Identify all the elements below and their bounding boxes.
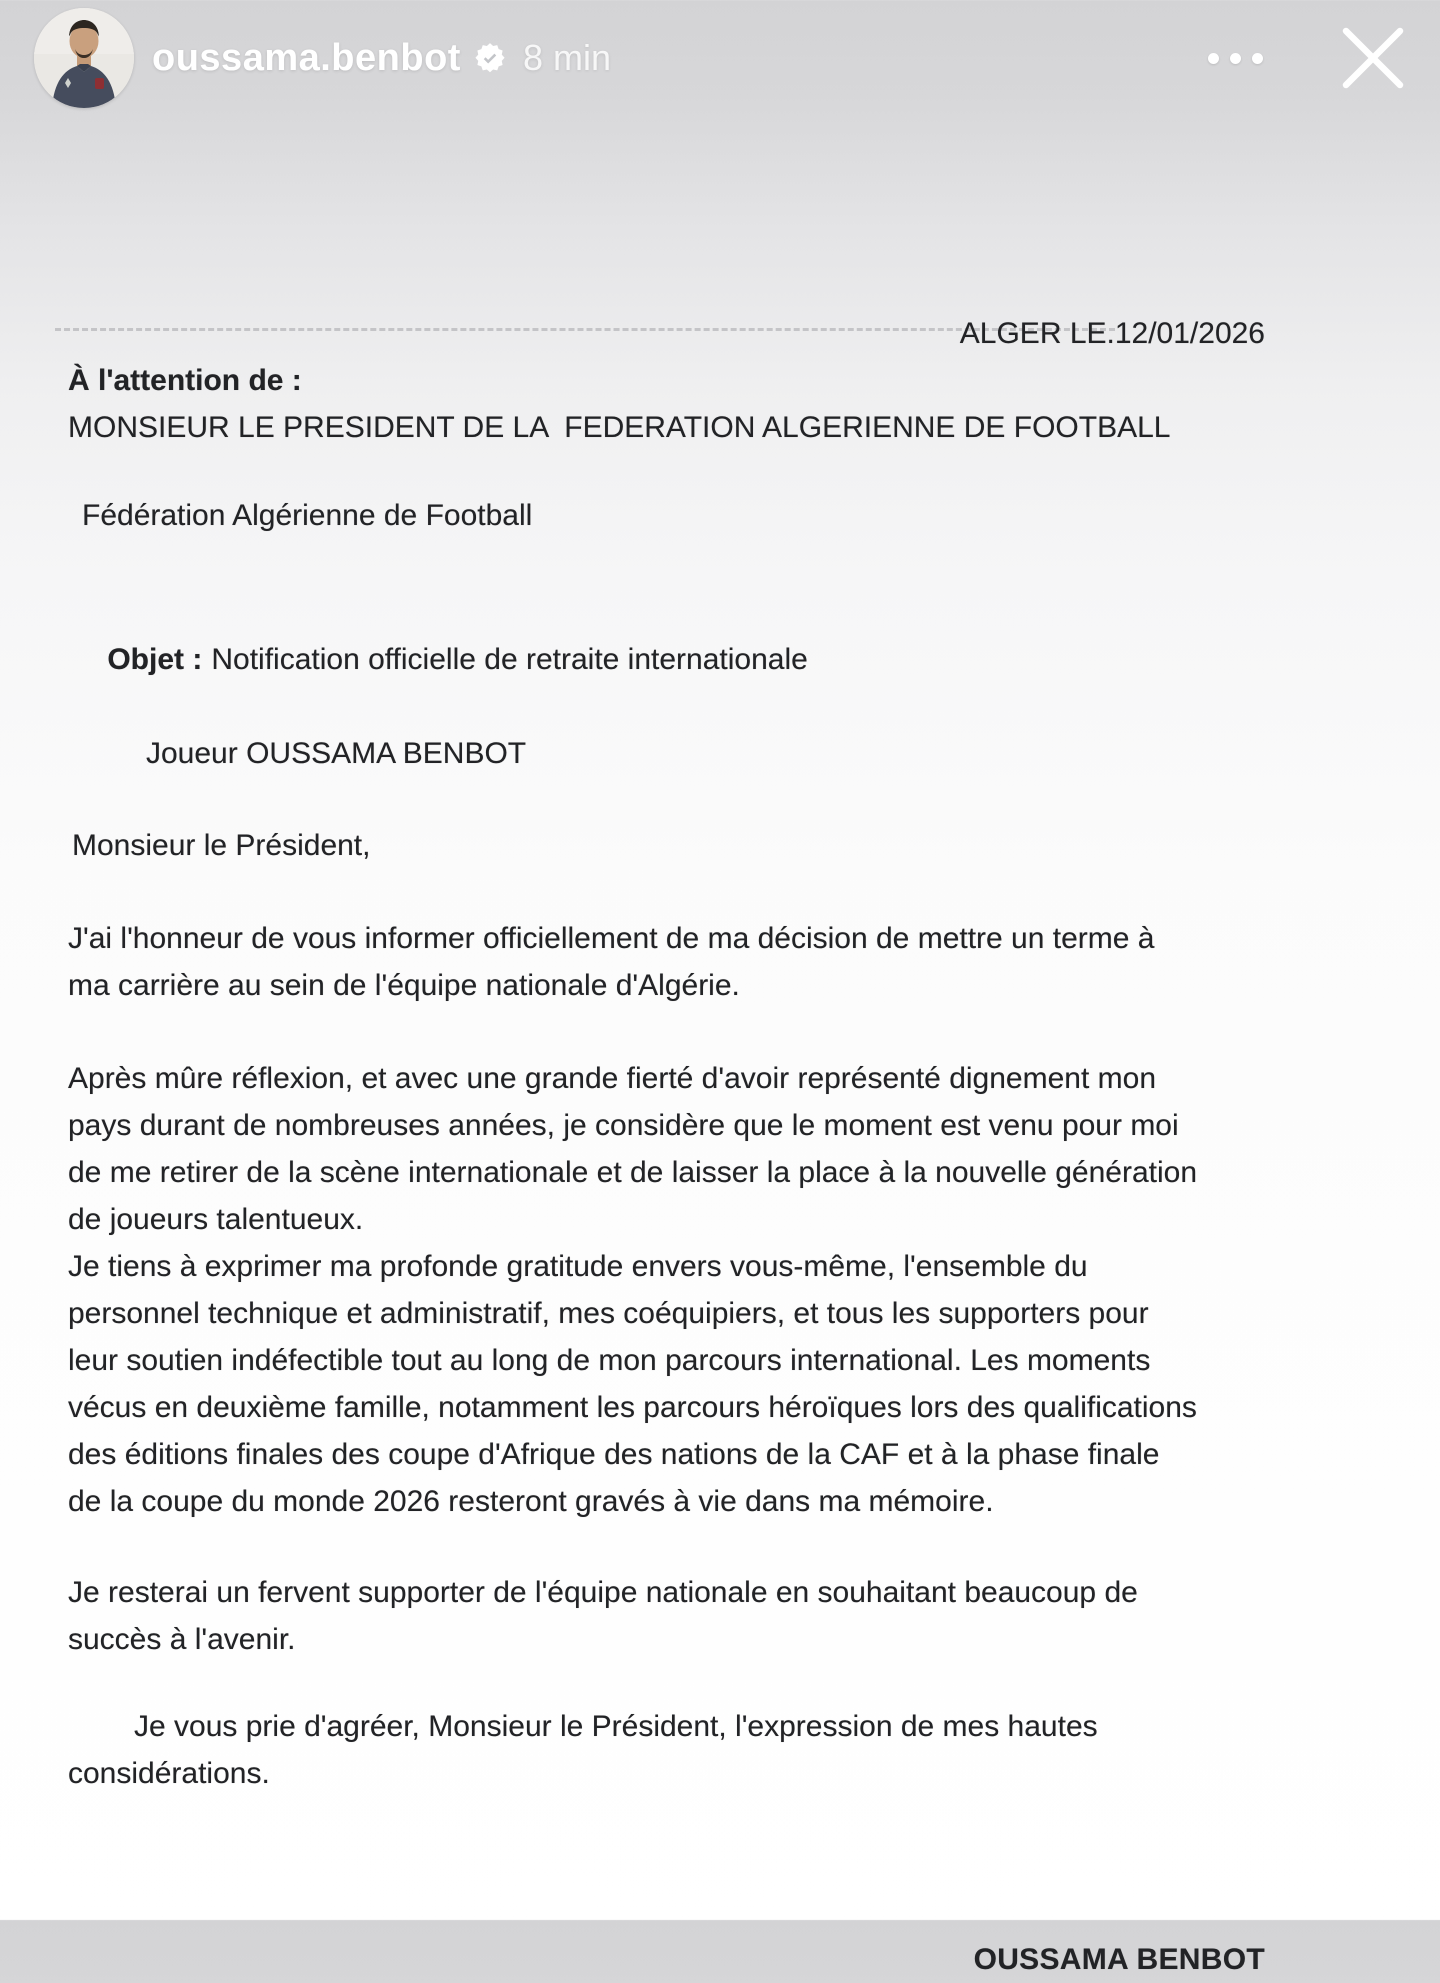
story-timestamp: 8 min (522, 37, 611, 78)
paragraph-3: Je tiens à exprimer ma profonde gratitude envers vous-même, l'ensemble du personnel technique et administratif, mes coéquipiers, et tous les supporters pour leur soutien indéfectible tout au long de mon parcours international. Les moments vécus en deuxième famille, notamment les parcours héroïques lors des qualifications des éditions finales des coupe d'Afrique des nations de la CAF et à la phase finale de la coupe du monde 2026 resteront gravés à vie dans ma mémoire. (68, 1250, 1197, 1518)
subject-line (68, 589, 1370, 730)
verified-badge-icon (473, 41, 507, 75)
subject-label: Objet : (107, 643, 203, 676)
signature: OUSSAMA BENBOT (973, 1943, 1265, 1976)
avatar-photo-placeholder (34, 8, 134, 108)
letter-date: ALGER LE.12/01/2026 (959, 317, 1265, 350)
close-icon[interactable] (1336, 21, 1410, 95)
closing-paragraph: Je vous prie d'agréer, Monsieur le Président, l'expression de mes hautes considérations. (68, 1710, 1098, 1790)
recipient-line: MONSIEUR LE PRESIDENT DE LA FEDERATION ALGERIENNE DE FOOTBALL (68, 411, 1171, 444)
paragraph-4: Je resterai un fervent supporter de l'équipe nationale en souhaitant beaucoup de succès à l'avenir. (68, 1576, 1138, 1656)
attention-label: À l'attention de : (68, 364, 302, 397)
letter-document (68, 310, 1370, 1983)
org-line: Fédération Algérienne de Football (82, 499, 533, 532)
story-header (0, 0, 1440, 116)
subject-player-line: Joueur OUSSAMA BENBOT (146, 737, 527, 770)
salutation: Monsieur le Président, (72, 829, 371, 862)
paragraph-1: J'ai l'honneur de vous informer officiellement de ma décision de mettre un terme à ma carrière au sein de l'équipe nationale d'Algérie. (68, 922, 1155, 1002)
more-options-icon[interactable] (1200, 23, 1270, 93)
paragraph-2: Après mûre réflexion, et avec une grande fierté d'avoir représenté dignement mon pays durant de nombreuses années, je considère que le moment est venu pour moi de me retirer de la scène internationale et de laisser la place à la nouvelle génération de joueurs talentueux. (68, 1062, 1198, 1236)
username[interactable]: oussama.benbot (152, 36, 461, 79)
avatar[interactable] (34, 8, 134, 108)
subject-text: Notification officielle de retraite internationale (211, 643, 808, 676)
